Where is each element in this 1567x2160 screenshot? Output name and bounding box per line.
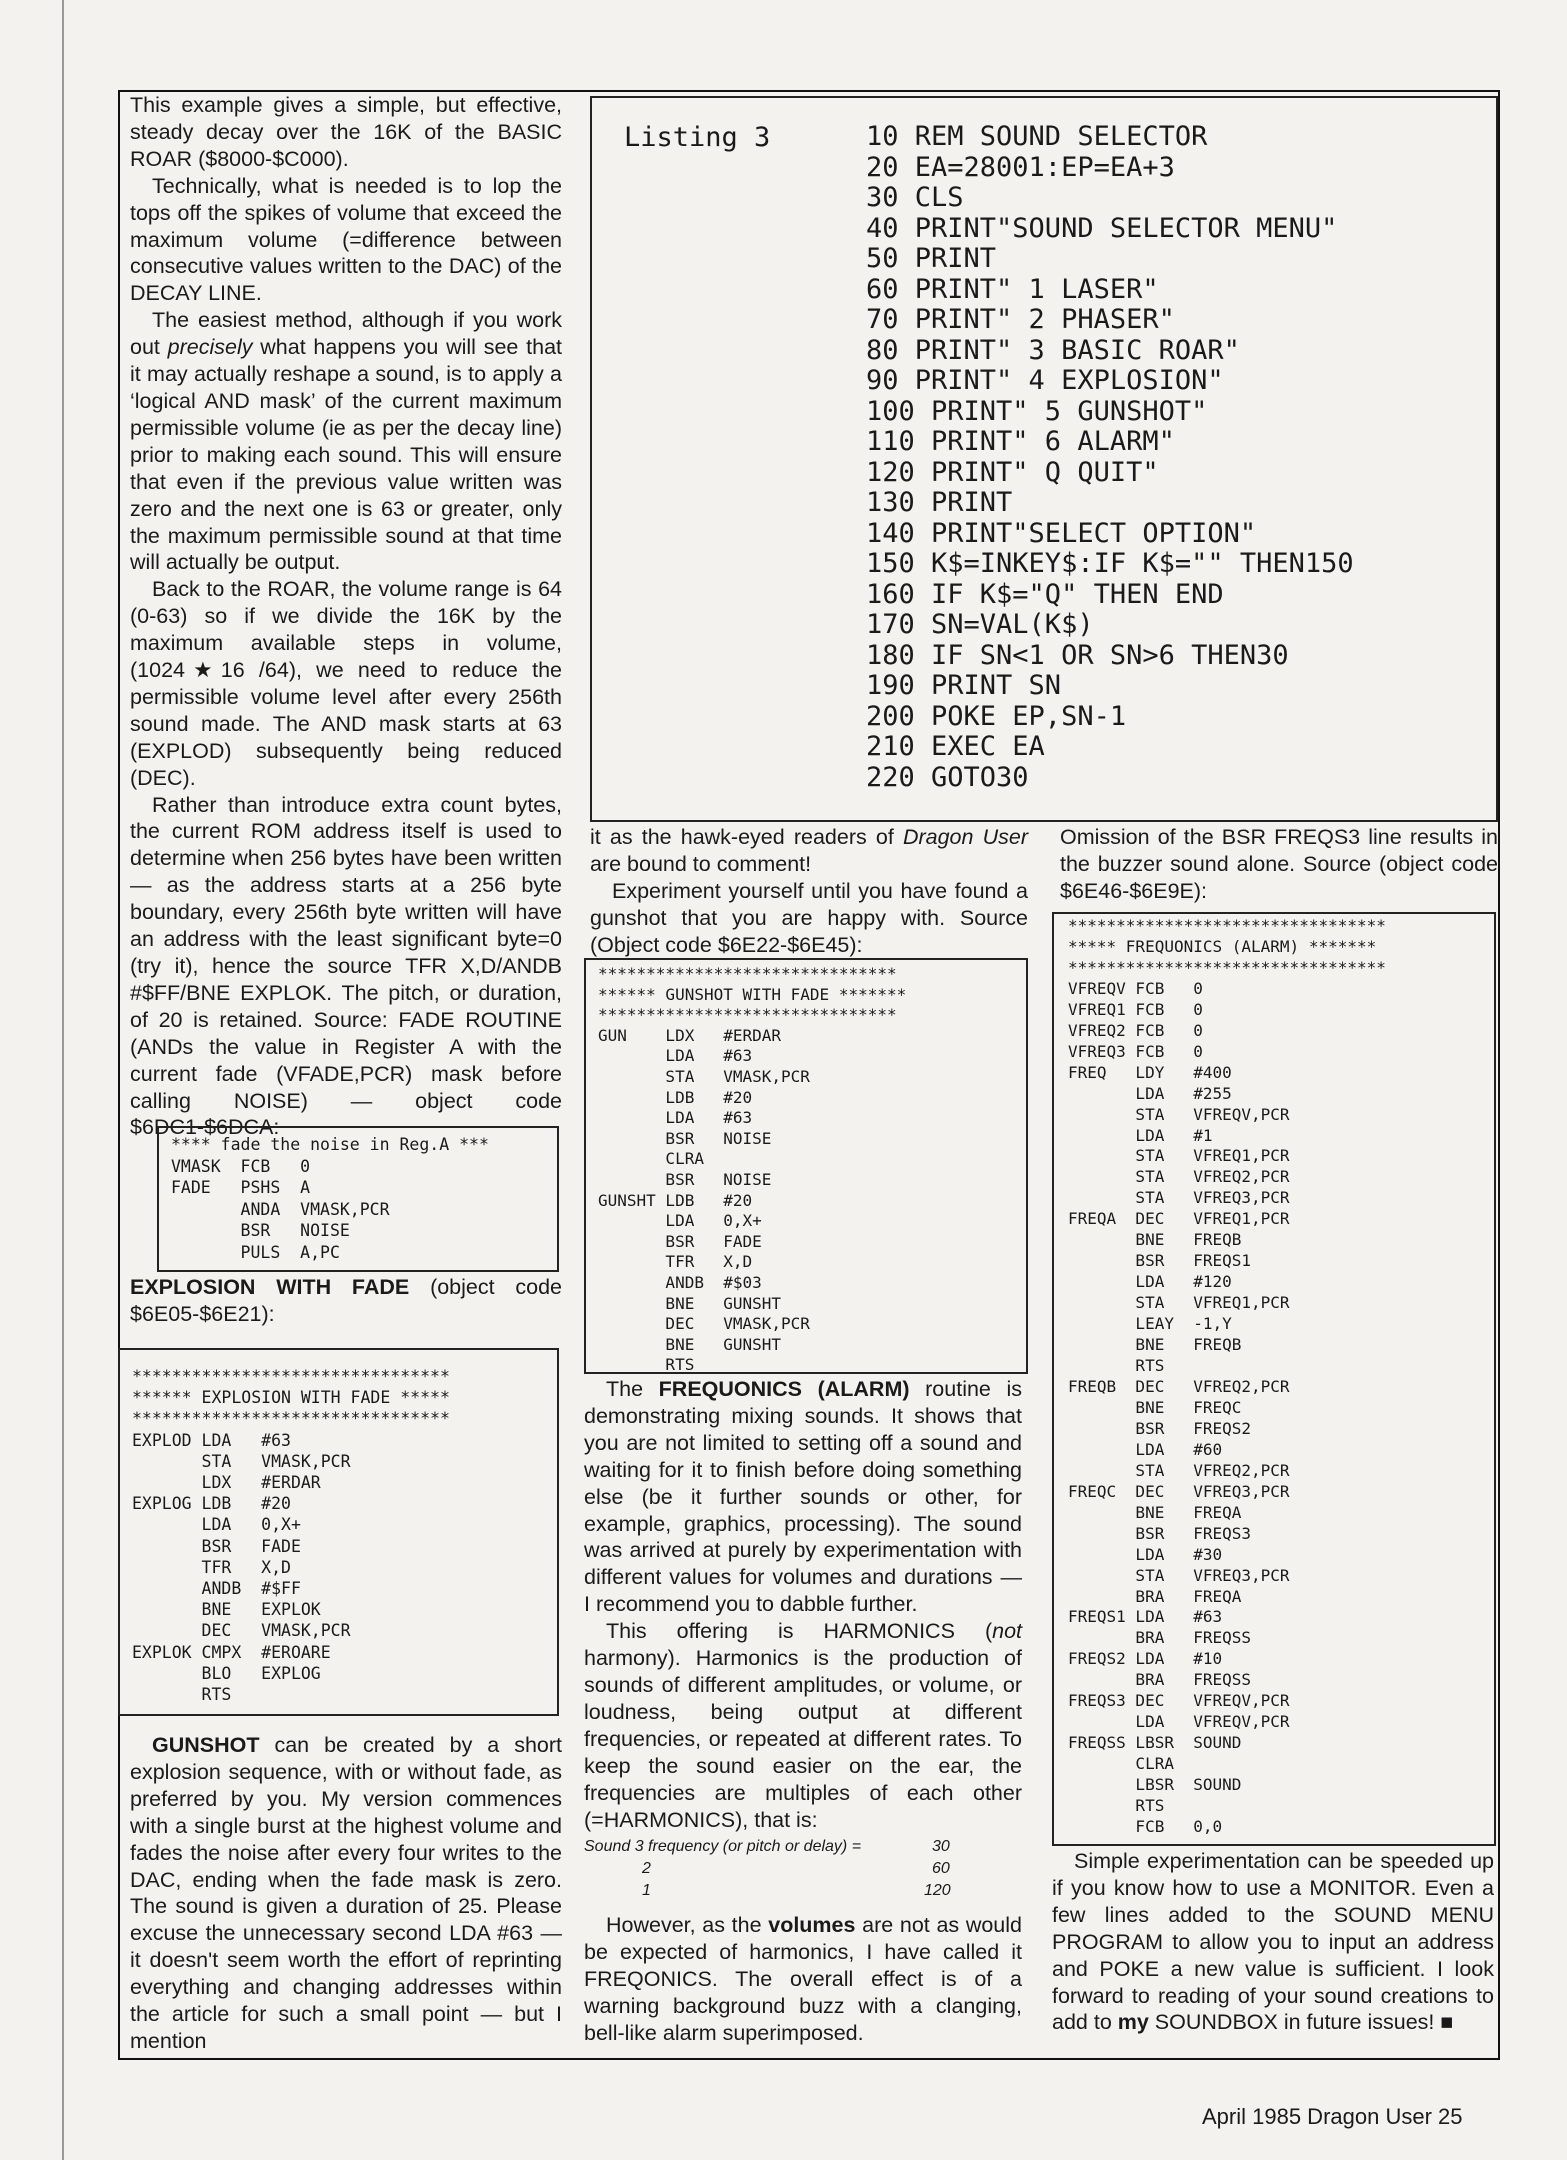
paragraph — [590, 824, 1028, 878]
code-line: ****** GUNSHOT WITH FADE ******* — [598, 984, 907, 1004]
code-line: LDX #ERDAR — [132, 1473, 321, 1493]
paragraph — [1052, 1848, 1494, 2036]
paragraph — [590, 878, 1028, 959]
code-line: ********************************* — [1068, 957, 1386, 977]
basic-line: 50 PRINT — [866, 243, 997, 274]
gunshot-code-listing — [598, 964, 906, 1376]
code-line: **** fade the noise in Reg.A *** — [171, 1135, 489, 1154]
code-line: BRA FREQSS — [1068, 1628, 1252, 1648]
code-line: FREQS3 DEC VFREQV,PCR — [1068, 1691, 1290, 1711]
page-footer: April 1985 Dragon User 25 — [1202, 2104, 1463, 2129]
code-line: STA VFREQV,PCR — [1068, 1104, 1290, 1124]
code-line: FCB 0,0 — [1068, 1816, 1223, 1836]
basic-line: 190 PRINT SN — [866, 670, 1062, 701]
text-run: The easiest method, although if you work out — [130, 308, 562, 360]
code-line: BLO EXPLOG — [132, 1663, 321, 1683]
gunshot-paragraph — [130, 1732, 562, 2055]
code-line: BSR NOISE — [598, 1128, 772, 1148]
code-line: RTS — [1068, 1356, 1165, 1376]
code-line: BSR NOISE — [171, 1221, 350, 1240]
code-line: LDB #20 — [598, 1087, 753, 1107]
basic-line: 40 PRINT"SOUND SELECTOR MENU" — [866, 212, 1338, 244]
code-line: LDA #255 — [1068, 1083, 1232, 1103]
explosion-heading-rest: (object code $6E05-$6E21): — [130, 1275, 562, 1326]
code-line: EXPLOD LDA #63 — [132, 1430, 291, 1450]
harmonics-value-1: 30 — [932, 1838, 950, 1855]
listing-3-box — [590, 96, 1498, 822]
paragraph — [130, 307, 562, 576]
code-line: LEAY -1,Y — [1068, 1314, 1232, 1334]
basic-line: 150 K$=INKEY$:IF K$="" THEN150 — [866, 548, 1354, 579]
code-line: ******************************** — [132, 1409, 450, 1429]
paragraph — [130, 92, 562, 173]
basic-line: 180 IF SN<1 OR SN>6 THEN30 — [866, 639, 1289, 671]
code-line: VFREQ3 FCB 0 — [1068, 1041, 1203, 1061]
harmonics-value-2: 60 — [932, 1860, 950, 1877]
code-line: ***** FREQUONICS (ALARM) ******* — [1068, 936, 1377, 956]
text-run: are not as would be expected of harmonics, I have called it FREQONICS. The overall effect is of a warning background buzz with a clanging, bell-like alarm superimposed. — [584, 1913, 1022, 2045]
code-line: LDA #120 — [1068, 1272, 1232, 1292]
right-top-text — [1060, 824, 1498, 905]
code-line: VFREQ1 FCB 0 — [1068, 999, 1203, 1019]
middle-bottom-text — [584, 1376, 1022, 1833]
code-line: FREQB DEC VFREQ2,PCR — [1068, 1376, 1290, 1396]
page-edge-shadow — [62, 0, 64, 2160]
code-line: FREQSS LBSR SOUND — [1068, 1733, 1242, 1753]
code-line: BNE GUNSHT — [598, 1334, 782, 1354]
code-line: VMASK FCB 0 — [171, 1156, 311, 1176]
code-line: BNE GUNSHT — [598, 1293, 782, 1313]
code-line: STA VFREQ1,PCR — [1068, 1146, 1290, 1166]
code-line: VFREQV FCB 0 — [1068, 978, 1203, 998]
code-line: FREQA DEC VFREQ1,PCR — [1068, 1209, 1290, 1229]
text-run: what happens you will see that it may actually reshape a sound, is to apply a ‘logical AND mask’ of the current maximum permissible volume (ie as per the decay line) prior to making each sound. This will ensure that even if the previous value written was zero and the next one is 63 or greater, only the maximum permissible sound at that time will actually be output. — [130, 335, 562, 575]
code-line: CLRA — [1068, 1754, 1174, 1774]
code-line: LDA VFREQV,PCR — [1068, 1712, 1290, 1732]
basic-line: 170 SN=VAL(K$) — [866, 609, 1094, 640]
harmonics-table — [584, 1836, 1024, 1906]
fade-code-box — [157, 1126, 559, 1272]
basic-line: 70 PRINT" 2 PHASER" — [866, 304, 1175, 335]
code-line: ANDB #$FF — [132, 1579, 301, 1599]
code-line: BSR FADE — [598, 1231, 762, 1251]
code-line: LDA 0,X+ — [132, 1515, 301, 1535]
code-line: ******************************* — [598, 964, 897, 983]
code-line: EXPLOG LDB #20 — [132, 1494, 291, 1514]
listing-lines — [866, 122, 1354, 793]
code-line: BRA FREQA — [1068, 1586, 1242, 1606]
paragraph — [130, 173, 562, 308]
code-line: STA VFREQ3,PCR — [1068, 1188, 1290, 1208]
left-column-text — [130, 92, 562, 1141]
text-run: precisely — [167, 335, 253, 360]
code-line: EXPLOK CMPX #EROARE — [132, 1642, 331, 1662]
text-run: Omission of the BSR FREQS3 line results in the buzzer sound alone. Source (object code $6E46-$6E9E): — [1060, 825, 1498, 903]
code-line: BNE FREQB — [1068, 1230, 1242, 1250]
harmonics-sound-1: 1 — [642, 1882, 651, 1899]
explosion-heading-bold: EXPLOSION WITH FADE — [130, 1275, 410, 1299]
text-run: Rather than introduce extra count bytes, the current ROM address itself is used to determine when 256 bytes have been written — as the address starts at a 256 byte boundary, every 256th byte written will have an address with the least significant byte=0 (try it), hence the source TFR X,D/ANDB #$FF/BNE EXPLOK. The pitch, or duration, of 20 is retained. Source: FADE ROUTINE (ANDs the value in Register A with the current fade (VFADE,PCR) mask before calling NOISE) — object code $6DC1-$6DCA: — [130, 792, 562, 1140]
code-line: LDA #63 — [598, 1108, 753, 1128]
code-line: RTS — [598, 1355, 695, 1375]
harmonics-label: Sound 3 frequency (or pitch or delay) = — [584, 1838, 862, 1855]
middle-last-text — [584, 1912, 1022, 2047]
code-line: RTS — [132, 1685, 232, 1705]
code-line: BNE FREQB — [1068, 1335, 1242, 1355]
paragraph — [1060, 824, 1498, 905]
code-line: FREQC DEC VFREQ3,PCR — [1068, 1481, 1290, 1501]
text-run: routine is demonstrating mixing sounds. It shows that you are not limited to setting off a sound and waiting for it to finish before doing something else (be it further sounds or other, for example, graphics, processing). The sound was arrived at purely by experimentation with different values for volumes and durations — I recommend you to dabble further. — [584, 1377, 1023, 1617]
paragraph — [584, 1376, 1022, 1618]
paragraph — [584, 1618, 1022, 1833]
code-line: RTS — [1068, 1796, 1165, 1816]
text-run: However, as the — [606, 1913, 769, 1937]
text-run: Technically, what is needed is to lop the tops off the spikes of volume that exceed the maximum volume (=difference between consecutive values written to the DAC) of the DECAY LINE. — [130, 173, 562, 306]
code-line: STA VMASK,PCR — [598, 1066, 810, 1086]
basic-line: 10 REM SOUND SELECTOR — [866, 121, 1208, 152]
left-rule — [118, 90, 120, 2060]
text-run: volumes — [768, 1913, 856, 1937]
code-line: BSR FADE — [132, 1536, 301, 1556]
code-line: STA VFREQ2,PCR — [1068, 1167, 1290, 1187]
bottom-rule — [118, 2058, 1500, 2060]
code-line: ******************************** — [132, 1367, 450, 1386]
text-run: Simple experimentation can be speeded up if you know how to use a MONITOR. Even a few lines added to the SOUND MENU PROGRAM to allow you to input an address and POKE a new value is sufficient. I look forward to reading of your sound creations to add to — [1052, 1849, 1494, 2035]
paragraph — [130, 792, 562, 1142]
text-run: The — [606, 1377, 659, 1401]
fade-code-listing — [171, 1134, 489, 1263]
code-line: STA VFREQ2,PCR — [1068, 1460, 1290, 1480]
explosion-heading — [130, 1274, 562, 1328]
code-line: CLRA — [598, 1149, 704, 1169]
basic-line: 60 PRINT" 1 LASER" — [866, 273, 1159, 305]
basic-line: 90 PRINT" 4 EXPLOSION" — [866, 365, 1224, 396]
explosion-code-listing — [132, 1366, 450, 1705]
paragraph — [584, 1912, 1022, 2047]
code-line: GUN LDX #ERDAR — [598, 1025, 782, 1045]
basic-line: 210 EXEC EA — [866, 731, 1045, 762]
paragraph — [130, 576, 562, 791]
code-line: FREQS1 LDA #63 — [1068, 1607, 1223, 1627]
basic-line: 120 PRINT" Q QUIT" — [866, 456, 1159, 488]
text-run: it as the hawk-eyed readers of — [590, 825, 903, 849]
code-line: LDA #1 — [1068, 1125, 1213, 1145]
code-line: BNE FREQC — [1068, 1397, 1242, 1417]
basic-line: 80 PRINT" 3 BASIC ROAR" — [866, 334, 1240, 366]
code-line: VFREQ2 FCB 0 — [1068, 1020, 1203, 1040]
text-run: Experiment yourself until you have found a gunshot that you are happy with. Source (Object code $6E22-$6E45): — [590, 878, 1028, 957]
code-line: BRA FREQSS — [1068, 1670, 1252, 1690]
basic-line: 200 POKE EP,SN-1 — [866, 700, 1127, 732]
text-run: my — [1117, 2010, 1149, 2035]
basic-line: 220 GOTO30 — [866, 761, 1029, 793]
code-line: GUNSHT LDB #20 — [598, 1190, 753, 1210]
code-line: BSR FREQS2 — [1068, 1418, 1252, 1438]
code-line: FADE PSHS A — [171, 1178, 311, 1197]
gunshot-bold: GUNSHOT — [152, 1733, 260, 1757]
right-bottom-text — [1052, 1848, 1494, 2036]
text-run: SOUNDBOX in future issues! ■ — [1148, 2010, 1454, 2035]
code-line: FREQ LDY #400 — [1068, 1062, 1232, 1082]
code-line: ANDA VMASK,PCR — [171, 1199, 390, 1219]
code-line: BSR FREQS3 — [1068, 1523, 1252, 1543]
listing-title: Listing 3 — [624, 122, 771, 153]
code-line: STA VMASK,PCR — [132, 1451, 351, 1471]
basic-line: 20 EA=28001:EP=EA+3 — [866, 151, 1175, 183]
basic-line: 160 IF K$="Q" THEN END — [866, 578, 1224, 610]
code-line: PULS A,PC — [171, 1242, 340, 1262]
alarm-code-listing — [1068, 916, 1386, 1838]
alarm-code-box — [1052, 912, 1496, 1846]
code-line: DEC VMASK,PCR — [598, 1314, 810, 1334]
text-run: This example gives a simple, but effective, steady decay over the 16K of the BASIC ROAR ($8000-$C000). — [130, 93, 562, 171]
gunshot-text: can be created by a short explosion sequence, with or without fade, as preferred by you. My version commences with a single burst at the highest volume and fades the noise after every four writes to the DAC, ending when the fade mask is zero. The sound is given a duration of 25. Please excuse the unnecessary second LDA #63 — it doesn't seem worth the effort of reprinting everything and changing addresses within the article for such a small point — but I mention — [130, 1733, 562, 2053]
basic-line: 30 CLS — [866, 182, 964, 213]
code-line: ********************************* — [1068, 916, 1386, 935]
gunshot-code-box — [584, 958, 1028, 1374]
code-line: BSR FREQS1 — [1068, 1251, 1252, 1271]
code-line: BNE FREQA — [1068, 1502, 1242, 1522]
basic-line: 130 PRINT — [866, 487, 1013, 518]
code-line: BNE EXPLOK — [132, 1600, 321, 1620]
text-run: are bound to comment! — [590, 851, 812, 876]
code-line: TFR X,D — [132, 1557, 291, 1577]
code-line: LDA 0,X+ — [598, 1211, 762, 1231]
basic-line: 100 PRINT" 5 GUNSHOT" — [866, 395, 1208, 427]
code-line: ANDB #$03 — [598, 1272, 762, 1292]
code-line: STA VFREQ3,PCR — [1068, 1565, 1290, 1585]
text-run: not — [992, 1619, 1022, 1644]
code-line: LDA #63 — [598, 1046, 753, 1066]
text-run: Back to the ROAR, the volume range is 64 (0-63) so if we divide the 16K by the maximum available steps in volume, (1024★16 /64), we need to reduce the permissible volume level after every 256th sound made. The AND mask starts at 63 (EXPLOD) subsequently being reduced (DEC). — [130, 577, 562, 790]
text-run: harmony). Harmonics is the production of sounds of different amplitudes, or volume, or loudness, being output at different frequencies, or repeated at different rates. To keep the sound easier on the ear, the frequencies are multiples of each other (=HARMONICS), that is: — [584, 1646, 1022, 1832]
code-line: TFR X,D — [598, 1252, 753, 1272]
code-line: LBSR SOUND — [1068, 1775, 1242, 1795]
code-line: FREQS2 LDA #10 — [1068, 1649, 1223, 1669]
code-line: ******************************* — [598, 1005, 897, 1025]
code-line: LDA #60 — [1068, 1439, 1223, 1459]
explosion-code-box — [118, 1348, 559, 1716]
text-run: Dragon User — [902, 825, 1028, 849]
code-line: DEC VMASK,PCR — [132, 1621, 351, 1641]
text-run: This offering is HARMONICS ( — [606, 1619, 993, 1644]
middle-top-text — [590, 824, 1028, 959]
harmonics-sound-2: 2 — [642, 1860, 651, 1877]
right-rule — [1498, 90, 1500, 2060]
code-line: STA VFREQ1,PCR — [1068, 1293, 1290, 1313]
text-run: FREQUONICS (ALARM) — [658, 1377, 910, 1401]
code-line: ****** EXPLOSION WITH FADE ***** — [132, 1388, 450, 1408]
code-line: BSR NOISE — [598, 1169, 772, 1189]
basic-line: 140 PRINT"SELECT OPTION" — [866, 517, 1257, 549]
basic-line: 110 PRINT" 6 ALARM" — [866, 426, 1175, 457]
code-line: LDA #30 — [1068, 1544, 1223, 1564]
harmonics-value-3: 120 — [924, 1882, 951, 1899]
